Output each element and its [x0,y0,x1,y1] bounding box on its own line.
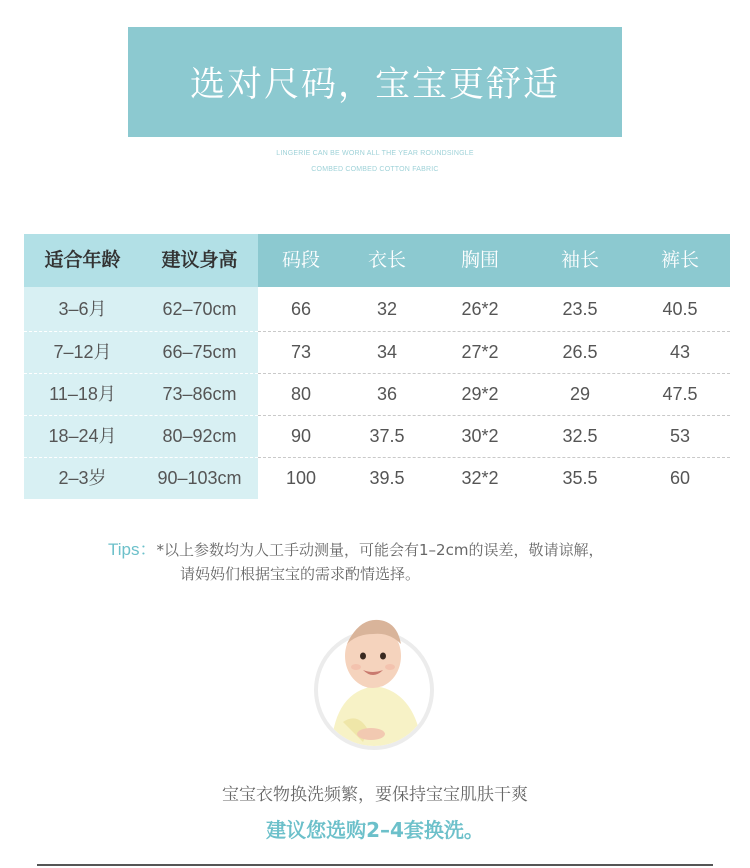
header-left-block [24,234,258,287]
cell-sleeve: 23.5 [562,299,598,319]
header-pants: 裤长 [660,249,699,271]
cell-size: 90 [290,426,312,446]
header-sleeve: 袖长 [560,249,599,271]
cell-length: 36 [376,384,398,404]
table-row [24,331,730,373]
table-row [24,373,730,415]
cell-pants: 53 [669,426,691,446]
cell-height: 73–86cm [162,384,237,404]
banner-subtitle-line2: COMBED COMBED COTTON FABRIC [311,166,439,173]
cell-length: 39.5 [369,468,405,488]
cell-pants: 60 [669,468,691,488]
caption-line2: 建议您选购2–4套换洗。 [266,818,484,842]
table-row [24,287,730,331]
row-divider [24,331,258,332]
table-header [24,234,730,287]
cell-sleeve: 35.5 [562,468,598,488]
cell-chest: 29*2 [461,384,499,404]
cell-length: 37.5 [369,426,405,446]
row-divider [24,457,258,458]
header-age: 适合年龄 [44,249,121,271]
baby-photo [313,612,435,752]
header-chest: 胸围 [460,249,499,271]
tips-line1 [108,536,603,564]
bottom-divider [37,864,713,866]
row-divider [24,415,258,416]
cell-age: 11–18月 [49,384,116,404]
header-size: 码段 [281,249,320,271]
header-right-block [258,234,730,287]
cell-length: 34 [376,342,398,362]
row-divider [258,415,730,416]
row-divider [258,331,730,332]
cell-chest: 26*2 [461,299,499,319]
cell-chest: 30*2 [461,426,499,446]
cell-age: 2–3岁 [58,468,107,488]
banner-title: 选对尺码，宝宝更舒适 [189,65,560,105]
cell-sleeve: 26.5 [562,342,598,362]
caption-line1: 宝宝衣物换洗频繁，要保持宝宝肌肤干爽 [222,785,528,805]
cell-height: 90–103cm [157,468,242,488]
cell-sleeve: 29 [569,384,591,404]
cell-size: 80 [290,384,312,404]
tips-text-line2: 请妈妈们根据宝宝的需求酌情选择。 [180,565,421,583]
banner-subtitle-line1: LINGERIE CAN BE WORN ALL THE YEAR ROUNDSINGLE [276,150,474,157]
cell-chest: 32*2 [461,468,499,488]
cell-age: 7–12月 [53,342,112,362]
cell-pants: 43 [669,342,691,362]
cell-size: 100 [285,468,317,488]
cell-sleeve: 32.5 [562,426,598,446]
cell-size: 66 [290,299,312,319]
cell-age: 18–24月 [48,426,117,446]
row-divider [258,373,730,374]
cell-length: 32 [376,299,398,319]
cell-pants: 47.5 [662,384,698,404]
cell-size: 73 [290,342,312,362]
cell-chest: 27*2 [461,342,499,362]
row-divider [258,457,730,458]
header-length: 衣长 [367,249,406,271]
header-height: 建议身高 [161,249,238,271]
size-table [24,234,730,499]
tips-text-line1: *以上参数均为人工手动测量，可能会有1–2cm的误差，敬请谅解， [156,541,604,559]
tips-label: Tips： [108,540,157,559]
table-row [24,415,730,457]
table-row [24,457,730,499]
cell-height: 62–70cm [162,299,237,319]
cell-height: 80–92cm [162,426,237,446]
cell-pants: 40.5 [662,299,698,319]
cell-age: 3–6月 [58,299,107,319]
title-banner [128,27,622,137]
cell-height: 66–75cm [162,342,237,362]
row-divider [24,373,258,374]
